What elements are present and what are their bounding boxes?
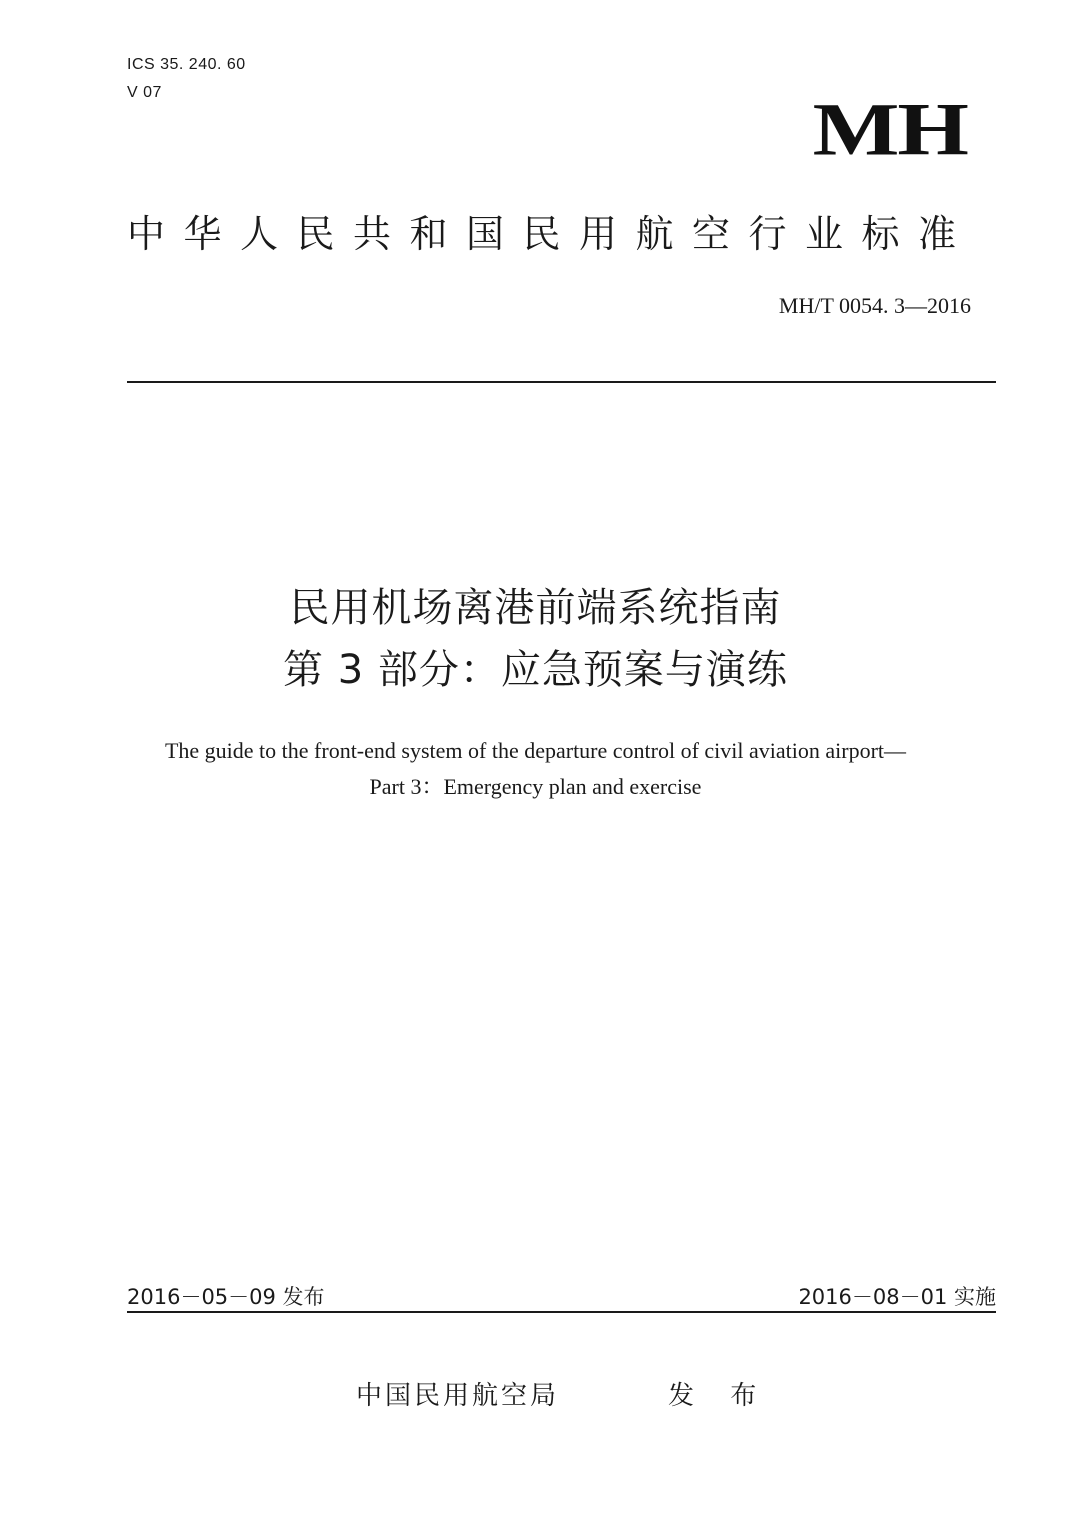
bottom-divider (127, 1311, 996, 1313)
implementation-date: 2016－08－01 实施 (798, 1285, 996, 1309)
top-divider (127, 381, 996, 383)
standard-number: MH/T 0054. 3—2016 (778, 293, 971, 318)
title-english-line-1: The guide to the front-end system of the departure control of civil aviation airport— (164, 738, 907, 763)
standard-organization: 中华人民共和国民用航空行业标准 (127, 212, 975, 256)
ics-code: ICS 35. 240. 60 (127, 56, 246, 73)
issue-date: 2016－05－09 发布 (127, 1285, 325, 1309)
title-chinese-line-1: 民用机场离港前端系统指南 (289, 585, 782, 631)
title-chinese-line-2: 第 3 部分：应急预案与演练 (283, 647, 788, 693)
title-english-line-2: Part 3：Emergency plan and exercise (369, 774, 702, 799)
publish-label: 发 布 (668, 1381, 771, 1411)
ccs-code: V 07 (127, 84, 162, 101)
mh-logo: MH (812, 87, 967, 171)
issuing-authority: 中国民用航空局 (356, 1381, 560, 1411)
